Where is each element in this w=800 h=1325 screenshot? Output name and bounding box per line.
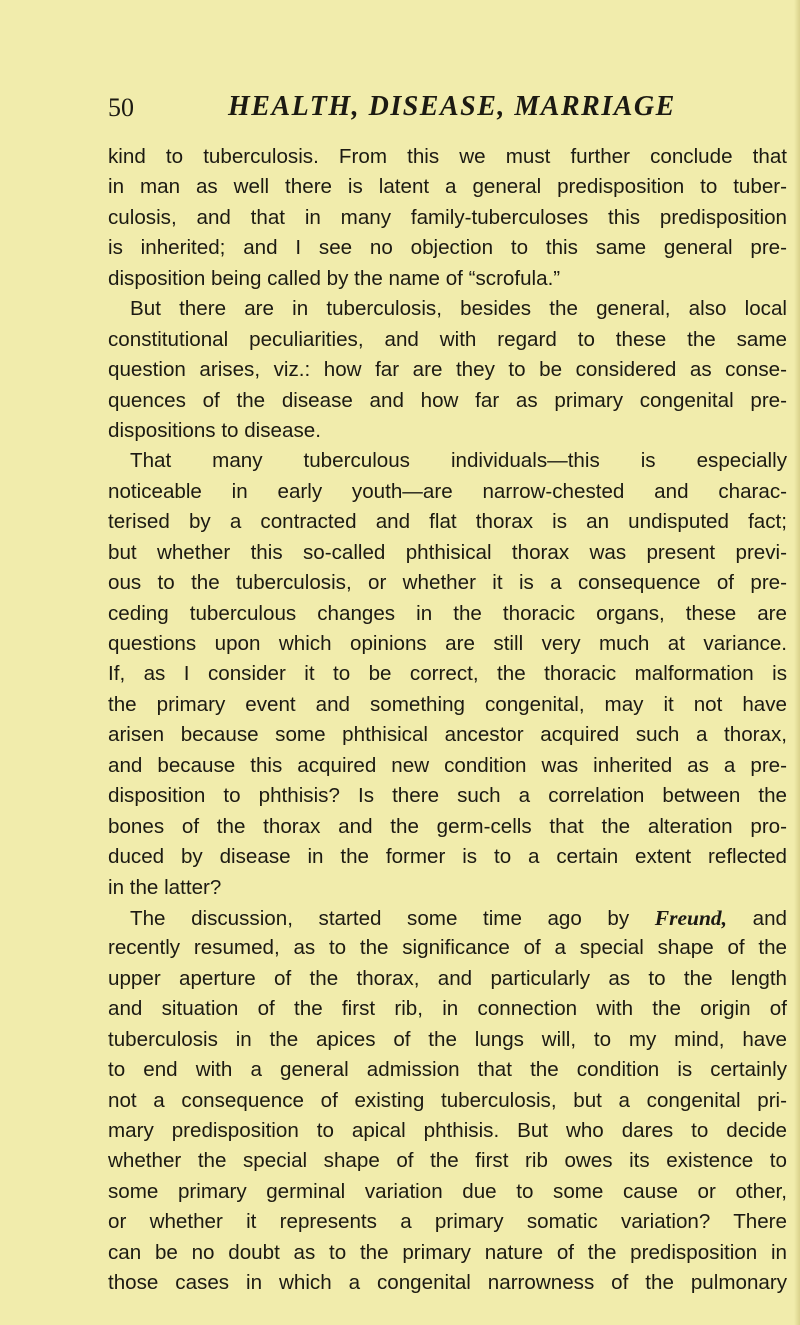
- text-line: in the latter?: [108, 875, 222, 899]
- text-line: arisen because some phthisical ancestor acquired such a thorax,: [108, 723, 787, 747]
- text-line: quences of the disease and how far as primary congenital pre-: [108, 388, 787, 412]
- body-text: [108, 142, 787, 1299]
- page-header: [108, 88, 708, 128]
- text-line: some primary germinal variation due to some cause or other,: [108, 1179, 787, 1203]
- text-line: those cases in which a congenital narrowness of the pulmonary: [108, 1271, 787, 1295]
- page-number: 50: [108, 93, 134, 122]
- paragraph-start-line: That many tuberculous individuals—this is especially: [130, 449, 787, 473]
- paragraph-start-line: But there are in tuberculosis, besides the general, also local: [130, 297, 787, 321]
- text-line: tuberculosis in the apices of the lungs will, to my mind, have: [108, 1027, 787, 1051]
- text-line: or whether it represents a primary somatic variation? There: [108, 1210, 787, 1234]
- text-line: dispositions to disease.: [108, 418, 321, 442]
- text-line: is inherited; and I see no objection to this same general pre-: [108, 236, 787, 260]
- text-line: recently resumed, as to the significance of a special shape of the: [108, 936, 787, 960]
- text-line: mary predisposition to apical phthisis. But who dares to decide: [108, 1119, 787, 1142]
- text-line: and situation of the first rib, in connection with the origin of: [108, 997, 787, 1021]
- text-line: terised by a contracted and flat thorax is an undisputed fact;: [108, 510, 787, 534]
- text-line: disposition being called by the name of “scrofula.”: [108, 266, 561, 290]
- text-line: question arises, viz.: how far are they to be considered as conse-: [108, 358, 787, 382]
- text-line: whether the special shape of the first rib owes its existence to: [108, 1149, 787, 1173]
- page-edge-shadow: [794, 0, 800, 1325]
- running-title: HEALTH, DISEASE, MARRIAGE: [228, 91, 676, 122]
- text-line: constitutional peculiarities, and with regard to these the same: [108, 327, 787, 351]
- text-line: to end with a general admission that the condition is certainly: [108, 1058, 787, 1082]
- text-line: but whether this so-called phthisical thorax was present previ-: [108, 540, 787, 564]
- text-line: culosis, and that in many family-tuberculoses this predisposition: [108, 205, 787, 229]
- text-line: questions upon which opinions are still very much at variance.: [108, 632, 787, 655]
- text-line: kind to tuberculosis. From this we must further conclude that: [108, 145, 787, 168]
- author-name-freund: Freund,: [654, 905, 728, 930]
- text-line: the primary event and something congenital, may it not have: [108, 692, 787, 716]
- paragraph-start-line: [108, 903, 787, 933]
- text-line: and because this acquired new condition was inherited as a pre-: [108, 753, 787, 777]
- text-line: If, as I consider it to be correct, the thoracic malformation is: [108, 662, 787, 686]
- text-run: and: [727, 906, 787, 930]
- text-run: The discussion, started some time ago by: [130, 906, 655, 930]
- text-line: bones of the thorax and the germ-cells that the alteration pro-: [108, 814, 787, 838]
- text-line: in man as well there is latent a general predisposition to tuber-: [108, 175, 787, 199]
- text-line: can be no doubt as to the primary nature of the predisposition in: [108, 1240, 787, 1264]
- text-line: disposition to phthisis? Is there such a correlation between the: [108, 784, 787, 808]
- text-line: ceding tuberculous changes in the thoracic organs, these are: [108, 601, 787, 625]
- text-line: upper aperture of the thorax, and particularly as to the length: [108, 966, 787, 990]
- text-line: duced by disease in the former is to a certain extent reflected: [108, 845, 787, 869]
- text-line: noticeable in early youth—are narrow-chested and charac-: [108, 479, 787, 503]
- text-line: not a consequence of existing tuberculosis, but a congenital pri-: [108, 1088, 787, 1112]
- text-line: ous to the tuberculosis, or whether it is a consequence of pre-: [108, 571, 787, 595]
